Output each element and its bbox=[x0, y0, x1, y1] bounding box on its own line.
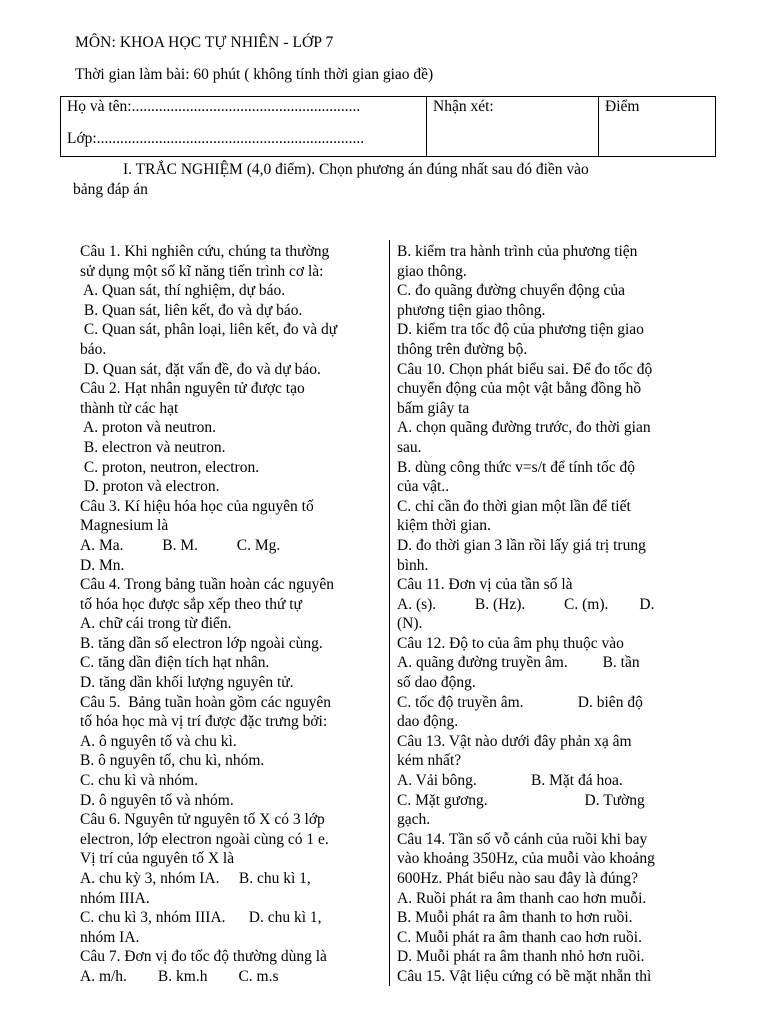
left-column-line: D. tăng dần khối lượng nguyên tử. bbox=[80, 674, 294, 692]
left-column-line: D. Mn. bbox=[80, 556, 125, 574]
left-column-line: A. chữ cái trong từ điển. bbox=[80, 615, 232, 633]
right-column-line: Câu 14. Tần số vỗ cánh của ruồi khi bay bbox=[397, 830, 648, 848]
right-column-line: D. kiểm tra tốc độ của phương tiện giao bbox=[397, 321, 644, 339]
right-column-line: A. quãng đường truyền âm. B. tần bbox=[397, 654, 640, 672]
left-column-line: A. ô nguyên tố và chu kì. bbox=[80, 732, 237, 750]
right-column-line: vào khoảng 350Hz, của muỗi vào khoảng bbox=[397, 850, 655, 868]
left-column-line: nhóm IA. bbox=[80, 928, 140, 946]
left-column-line: Câu 3. Kí hiệu hóa học của nguyên tố bbox=[80, 497, 314, 515]
student-name-field: Họ và tên:........................................................... bbox=[67, 98, 361, 115]
student-class-field: Lớp:..................................................................... bbox=[67, 130, 365, 147]
right-column-line: số dao động. bbox=[397, 674, 476, 692]
right-column-line: phương tiện giao thông. bbox=[397, 301, 546, 319]
left-column-line: Magnesium là bbox=[80, 517, 169, 535]
right-column-line: B. kiểm tra hành trình của phương tiện bbox=[397, 243, 638, 260]
student-info-table bbox=[60, 96, 716, 157]
right-column-line: Câu 11. Đơn vị của tần số là bbox=[397, 576, 573, 594]
right-column-line: D. Muỗi phát ra âm thanh nhỏ hơn ruồi. bbox=[397, 948, 645, 966]
exam-duration: Thời gian làm bài: 60 phút ( không tính thời gian giao đề) bbox=[75, 66, 434, 83]
right-column-line: D. đo thời gian 3 lần rồi lấy giá trị trung bbox=[397, 536, 646, 554]
right-column-line: kiệm thời gian. bbox=[397, 517, 491, 535]
left-column-line: C. Quan sát, phân loại, liên kết, đo và dự bbox=[80, 321, 338, 339]
left-column-line: sử dụng một số kĩ năng tiến trình cơ là: bbox=[80, 262, 324, 280]
left-column-line: B. electron và neutron. bbox=[80, 438, 226, 456]
right-column-line: C. Mặt gương. D. Tường bbox=[397, 791, 645, 809]
left-column-line: C. chu kì và nhóm. bbox=[80, 772, 198, 790]
left-column-line: A. Ma. B. M. C. Mg. bbox=[80, 536, 281, 554]
left-column-line: B. Quan sát, liên kết, đo và dự báo. bbox=[80, 301, 303, 319]
right-column-line: kém nhất? bbox=[397, 752, 462, 770]
left-column-line: báo. bbox=[80, 340, 107, 358]
left-column-line: Câu 7. Đơn vị đo tốc độ thường dùng là bbox=[80, 948, 327, 966]
right-column-line: Câu 12. Độ to của âm phụ thuộc vào bbox=[397, 634, 624, 652]
left-column-line: D. proton và electron. bbox=[80, 478, 220, 496]
right-column-line: C. Muỗi phát ra âm thanh cao hơn ruồi. bbox=[397, 928, 642, 946]
questions-right-column bbox=[397, 242, 697, 987]
right-column-line: A. Ruồi phát ra âm thanh cao hơn muỗi. bbox=[397, 889, 647, 907]
left-column-line: A. chu kỳ 3, nhóm IA. B. chu kì 1, bbox=[80, 870, 311, 887]
right-column-line: thông trên đường bộ. bbox=[397, 340, 528, 358]
right-column-line: 600Hz. Phát biểu nào sau đây là đúng? bbox=[397, 870, 639, 887]
name-class-cell bbox=[61, 97, 427, 156]
left-column-line: tố hóa học mà vị trí được đặc trưng bởi: bbox=[80, 713, 328, 731]
right-column-line: C. tốc độ truyền âm. D. biên độ bbox=[397, 693, 643, 711]
left-column-line: electron, lớp electron ngoài cùng có 1 e. bbox=[80, 830, 329, 848]
right-column-line: giao thông. bbox=[397, 262, 467, 280]
right-column-line: (N). bbox=[397, 615, 423, 633]
left-column-line: Câu 4. Trong bảng tuần hoàn các nguyên bbox=[80, 576, 334, 594]
left-column-line: Câu 2. Hạt nhân nguyên tử được tạo bbox=[80, 380, 305, 398]
score-label: Điểm bbox=[605, 98, 640, 115]
section-heading-line1: I. TRẮC NGHIỆM (4,0 điểm). Chọn phương án đúng nhất sau đó điền vào bbox=[123, 161, 589, 178]
left-column-line: A. Quan sát, thí nghiệm, dự báo. bbox=[80, 282, 286, 300]
right-column-line: Câu 15. Vật liệu cứng có bề mặt nhẵn thì bbox=[397, 967, 652, 985]
left-column-line: C. chu kì 3, nhóm IIIA. D. chu kì 1, bbox=[80, 909, 322, 927]
column-divider bbox=[389, 240, 390, 986]
section-heading-line2: bảng đáp án bbox=[73, 181, 148, 198]
right-column-line: Câu 13. Vật nào dưới đây phản xạ âm bbox=[397, 732, 632, 750]
right-column-line: chuyển động của một vật bằng đồng hồ bbox=[397, 380, 642, 398]
left-column-line: Câu 1. Khi nghiên cứu, chúng ta thường bbox=[80, 243, 330, 260]
left-column-line: C. proton, neutron, electron. bbox=[80, 458, 260, 476]
left-column-line: D. ô nguyên tố và nhóm. bbox=[80, 791, 234, 809]
right-column-line: gạch. bbox=[397, 811, 431, 829]
score-cell bbox=[599, 97, 716, 156]
left-column-line: B. tăng dần số electron lớp ngoài cùng. bbox=[80, 634, 323, 652]
right-column-line: B. Muỗi phát ra âm thanh to hơn ruồi. bbox=[397, 909, 633, 927]
left-column-line: thành từ các hạt bbox=[80, 399, 179, 417]
right-column-line: của vật.. bbox=[397, 478, 450, 496]
right-column-line: B. dùng công thức v=s/t để tính tốc độ bbox=[397, 458, 635, 476]
remark-label: Nhận xét: bbox=[433, 98, 494, 115]
page-title: MÔN: KHOA HỌC TỰ NHIÊN - LỚP 7 bbox=[75, 34, 334, 51]
right-column-line: Câu 10. Chọn phát biểu sai. Để đo tốc độ bbox=[397, 360, 653, 378]
right-column-line: C. đo quãng đường chuyển động của bbox=[397, 282, 625, 300]
left-column-line: Câu 6. Nguyên tử nguyên tố X có 3 lớp bbox=[80, 811, 325, 829]
questions-left-column bbox=[80, 242, 386, 987]
right-column-line: C. chỉ cần đo thời gian một lần để tiết bbox=[397, 497, 631, 515]
remark-cell bbox=[427, 97, 599, 156]
section-heading bbox=[73, 160, 693, 200]
left-column-line: C. tăng dần điện tích hạt nhân. bbox=[80, 654, 270, 672]
left-column-line: Vị trí của nguyên tố X là bbox=[80, 850, 235, 868]
left-column-line: D. Quan sát, đặt vấn đề, đo và dự báo. bbox=[80, 360, 321, 378]
right-column-line: sau. bbox=[397, 438, 422, 456]
right-column-line: dao động. bbox=[397, 713, 459, 731]
right-column-line: A. (s). B. (Hz). C. (m). D. bbox=[397, 595, 655, 613]
right-column-line: A. chọn quãng đường trước, đo thời gian bbox=[397, 419, 651, 437]
right-column-line: bình. bbox=[397, 556, 429, 574]
left-column-line: B. ô nguyên tố, chu kì, nhóm. bbox=[80, 752, 265, 770]
left-column-line: Câu 5. Bảng tuần hoàn gồm các nguyên bbox=[80, 693, 331, 711]
left-column-line: nhóm IIIA. bbox=[80, 889, 150, 907]
right-column-line: A. Vải bông. B. Mặt đá hoa. bbox=[397, 772, 623, 790]
right-column-line: bấm giây ta bbox=[397, 399, 470, 417]
left-column-line: A. m/h. B. km.h C. m.s bbox=[80, 967, 279, 985]
left-column-line: tố hóa học được sắp xếp theo thứ tự bbox=[80, 595, 302, 613]
left-column-line: A. proton và neutron. bbox=[80, 419, 217, 437]
